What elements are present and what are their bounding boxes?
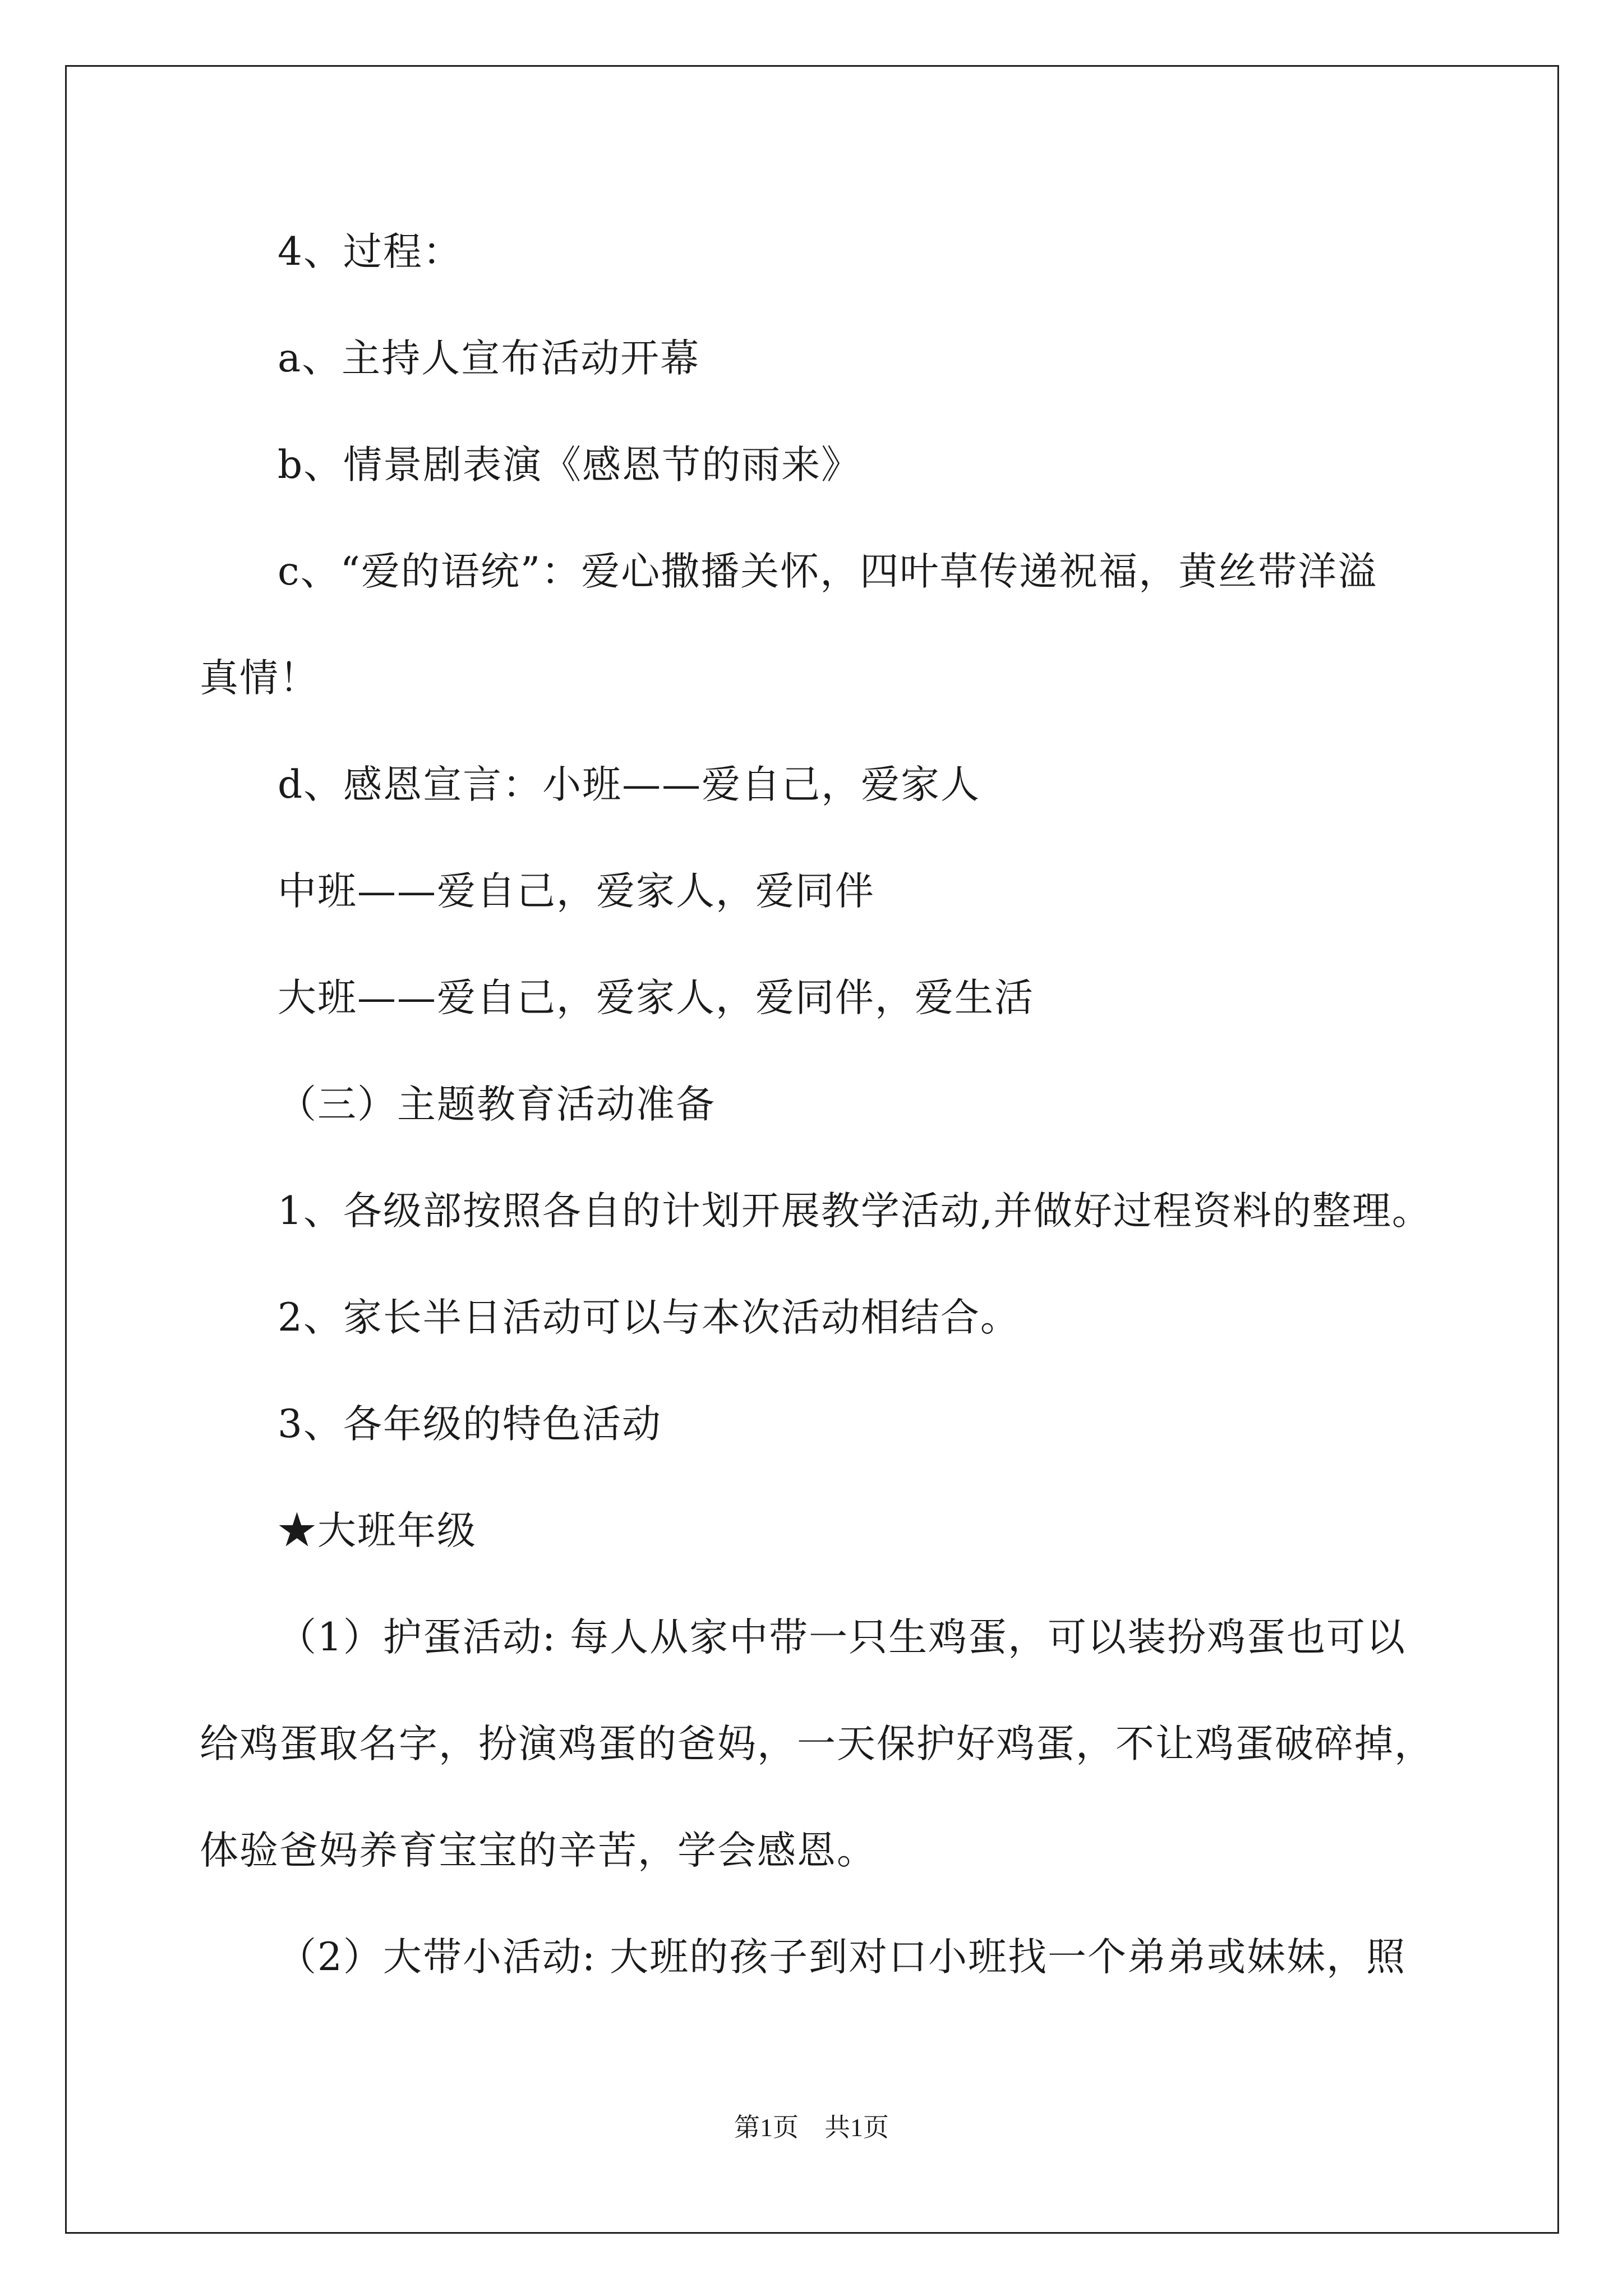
text-line: d、感恩宣言：小班——爱自己，爱家人	[278, 762, 981, 807]
page-footer	[0, 2111, 1623, 2145]
page-number-total: 共1页	[824, 2113, 889, 2142]
page-border	[65, 65, 1559, 2234]
text-line: a、主持人宣布活动开幕	[278, 336, 700, 381]
text-line: 体验爸妈养育宝宝的辛苦，学会感恩。	[200, 1828, 877, 1873]
page-number-current: 第1页	[734, 2113, 799, 2142]
text-line: b、情景剧表演《感恩节的雨来》	[278, 443, 861, 487]
section-heading: （三）主题教育活动准备	[278, 1082, 716, 1127]
text-line: 真情！	[200, 656, 319, 701]
text-line: c、“爱的语统”：爱心撒播关怀，四叶草传递祝福，黄丝带洋溢	[278, 549, 1378, 594]
text-line: 3、各年级的特色活动	[278, 1402, 662, 1447]
subsection-heading: ★大班年级	[278, 1508, 477, 1553]
text-line: 1、各级部按照各自的计划开展教学活动,并做好过程资料的整理。	[278, 1189, 1432, 1234]
text-line: 4、过程：	[278, 229, 463, 274]
text-line: 中班——爱自己，爱家人，爱同伴	[278, 869, 875, 914]
text-line: 2、家长半日活动可以与本次活动相结合。	[278, 1295, 1020, 1340]
text-line: （1）护蛋活动: 每人从家中带一只生鸡蛋，可以装扮鸡蛋也可以	[278, 1615, 1407, 1660]
text-line: 给鸡蛋取名字，扮演鸡蛋的爸妈，一天保护好鸡蛋，不让鸡蛋破碎掉，	[200, 1722, 1434, 1766]
text-line: 大班——爱自己，爱家人，爱同伴，爱生活	[278, 976, 1034, 1020]
text-line: （2）大带小活动: 大班的孩子到对口小班找一个弟弟或妹妹，照	[278, 1935, 1407, 1980]
